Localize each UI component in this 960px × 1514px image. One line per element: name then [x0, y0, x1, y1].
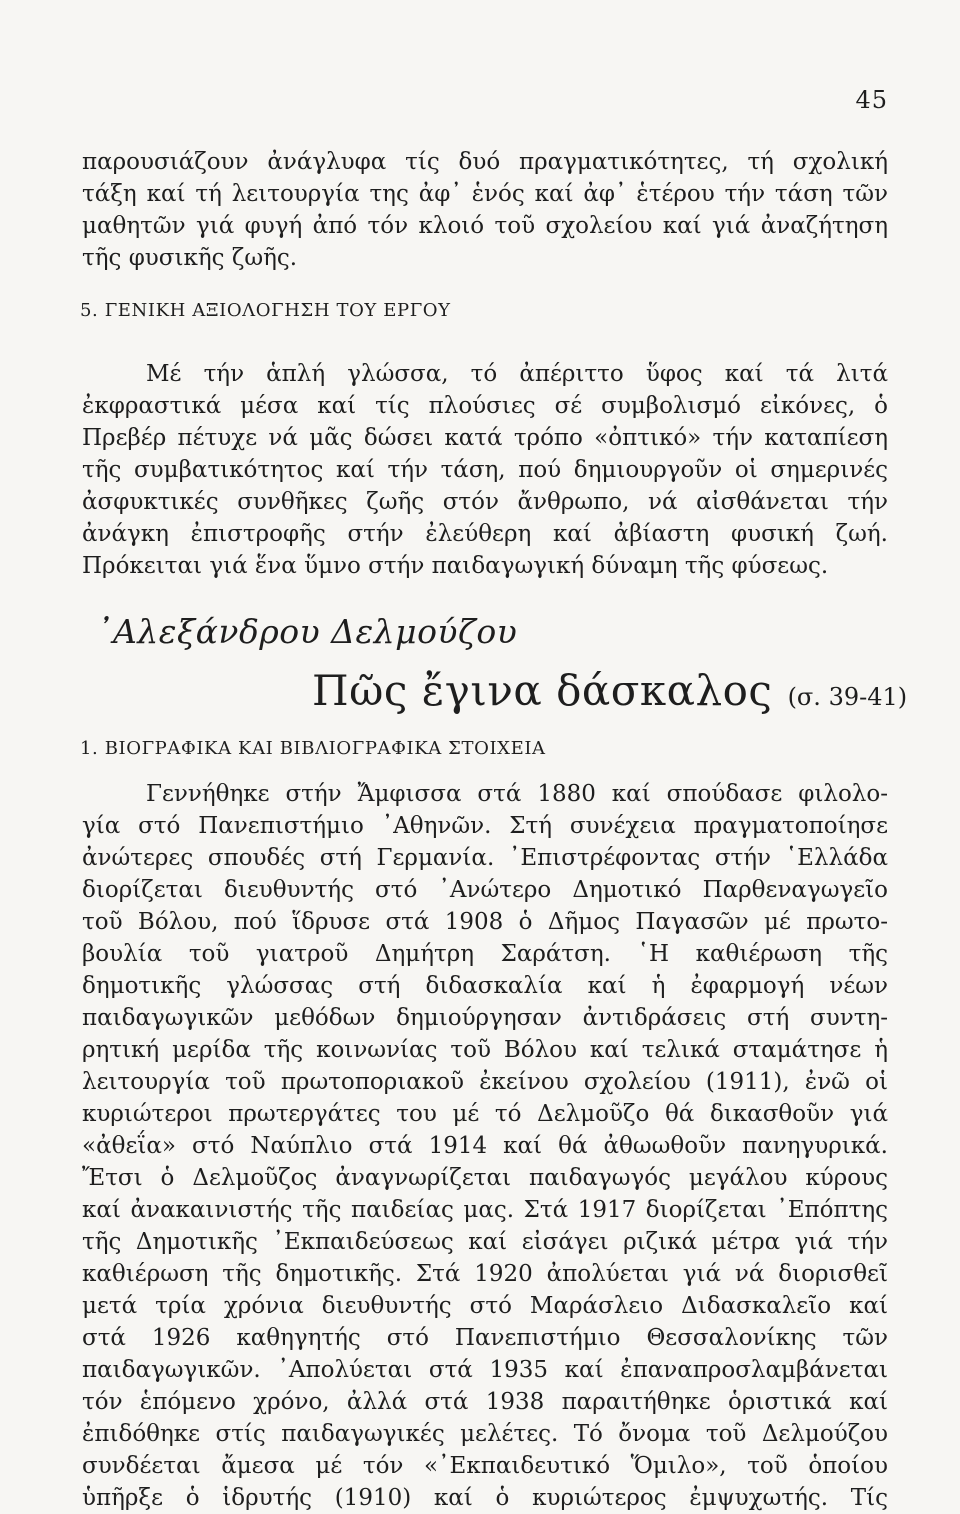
text-line: Πρεβέρ πέτυχε νά μᾶς δώσει κατά τρόπο «ὀπτικό» τήν καταπίεση: [82, 425, 888, 451]
section-5-heading: 5. ΓΕΝΙΚΗ ΑΞΙΟΛΟΓΗΣΗ ΤΟΥ ΕΡΓΟΥ: [80, 300, 451, 321]
section-5-paragraph: [82, 358, 888, 582]
text-line: τάξη καί τή λειτουργία της ἀφ᾽ ἑνός καί ἀφ᾽ ἑτέρου τήν τάση τῶν: [82, 181, 888, 207]
text-line: Ἔτσι ὁ Δελμοῦζος ἀναγνωρίζεται παιδαγωγός μεγάλου κύρους: [82, 1165, 888, 1191]
text-line: τοῦ Βόλου, πού ἵδρυσε στά 1908 ὁ Δῆμος Παγασῶν μέ πρωτο-: [82, 909, 888, 935]
text-line: τῆς Δημοτικῆς ᾿Εκπαιδεύσεως καί εἰσάγει ριζικά μέτρα γιά τήν: [82, 1229, 888, 1255]
text-line: Πρόκειται γιά ἕνα ὕμνο στήν παιδαγωγική δύναμη τῆς φύσεως.: [82, 553, 829, 579]
text-line: καί ἀνακαινιστής τῆς παιδείας μας. Στά 1917 διορίζεται ᾿Επόπτης: [82, 1197, 888, 1223]
work-title-text: Πῶς ἔγινα δάσκαλος: [312, 666, 773, 715]
text-line: τῆς συμβατικότητος καί τήν τάση, πού δημιουργοῦν οἱ σημερινές: [82, 457, 888, 483]
work-page-range: (σ. 39-41): [787, 683, 908, 711]
text-line: παιδαγωγικῶν μεθόδων δημιούργησαν ἀντιδράσεις στή συντη-: [82, 1005, 888, 1031]
text-line: Γεννήθηκε στήν Ἄμφισσα στά 1880 καί σπούδασε φιλολο-: [146, 781, 888, 807]
text-line: διορίζεται διευθυντής στό ᾿Ανώτερο Δημοτικό Παρθεναγωγεῖο: [82, 877, 888, 903]
text-line: μαθητῶν γιά φυγή ἀπό τόν κλοιό τοῦ σχολείου καί γιά ἀναζήτηση: [82, 213, 888, 239]
section-1-paragraph: [82, 778, 888, 1514]
text-line: Μέ τήν ἁπλή γλώσσα, τό ἀπέριττο ὕφος καί τά λιτά: [146, 361, 888, 387]
text-line: λειτουργία τοῦ πρωτοποριακοῦ ἐκείνου σχολείου (1911), ἐνῶ οἱ: [82, 1069, 888, 1095]
text-line: ἐπιδόθηκε στίς παιδαγωγικές μελέτες. Τό ὄνομα τοῦ Δελμούζου: [82, 1421, 888, 1447]
text-line: παιδαγωγικῶν. ᾿Απολύεται στά 1935 καί ἐπαναπροσλαμβάνεται: [82, 1357, 888, 1383]
text-line: κυριώτεροι πρωτεργάτες του μέ τό Δελμοῦζο θά δικασθοῦν γιά: [82, 1101, 888, 1127]
text-line: γία στό Πανεπιστήμιο ᾿Αθηνῶν. Στή συνέχεια πραγματοποίησε: [82, 813, 888, 839]
text-line: τόν ἑπόμενο χρόνο, ἀλλά στά 1938 παραιτήθηκε ὁριστικά καί: [82, 1389, 888, 1415]
text-line: δημοτικῆς γλώσσας στή διδασκαλία καί ἡ ἐφαρμογή νέων: [82, 973, 888, 999]
text-line: συνδέεται ἄμεσα μέ τόν «᾿Εκπαιδευτικό Ὅμιλο», τοῦ ὁποίου: [82, 1453, 888, 1479]
text-line: ἀσφυκτικές συνθῆκες ζωῆς στόν ἄνθρωπο, νά αἰσθάνεται τήν: [82, 489, 888, 515]
text-line: τῆς φυσικῆς ζωῆς.: [82, 245, 298, 271]
text-line: ὑπῆρξε ὁ ἱδρυτής (1910) καί ὁ κυριώτερος ἐμψυχωτής. Τίς: [82, 1485, 888, 1511]
text-line: καθιέρωση τῆς δημοτικῆς. Στά 1920 ἀπολύεται γιά νά διορισθεῖ: [82, 1261, 888, 1287]
work-title: [312, 666, 907, 715]
text-line: ρητική μερίδα τῆς κοινωνίας τοῦ Βόλου καί τελικά σταμάτησε ἡ: [82, 1037, 888, 1063]
author-name: ᾿Αλεξάνδρου Δελμούζου: [96, 612, 518, 651]
section-1-heading: 1. ΒΙΟΓΡΑΦΙΚΑ ΚΑΙ ΒΙΒΛΙΟΓΡΑΦΙΚΑ ΣΤΟΙΧΕΙΑ: [80, 738, 546, 759]
text-line: παρουσιάζουν ἀνάγλυφα τίς δυό πραγματικότητες, τή σχολική: [82, 149, 888, 175]
text-line: μετά τρία χρόνια διευθυντής στό Μαράσλειο Διδασκαλεῖο καί: [82, 1293, 888, 1319]
text-line: ἀνώτερες σπουδές στή Γερμανία. ᾿Επιστρέφοντας στήν ῾Ελλάδα: [82, 845, 888, 871]
text-line: «ἀθεΐα» στό Ναύπλιο στά 1914 καί θά ἀθωωθοῦν πανηγυρικά.: [82, 1133, 888, 1159]
text-line: ἀνάγκη ἐπιστροφῆς στήν ἐλεύθερη καί ἀβίαστη φυσική ζωή.: [82, 521, 888, 547]
text-line: στά 1926 καθηγητής στό Πανεπιστήμιο Θεσσαλονίκης τῶν: [82, 1325, 888, 1351]
page-number: 45: [855, 86, 888, 114]
text-line: βουλία τοῦ γιατροῦ Δημήτρη Σαράτση. ῾Η καθιέρωση τῆς: [82, 941, 888, 967]
text-line: ἐκφραστικά μέσα καί τίς πλούσιες σέ συμβολισμό εἰκόνες, ὁ: [82, 393, 888, 419]
intro-paragraph: [82, 146, 888, 274]
